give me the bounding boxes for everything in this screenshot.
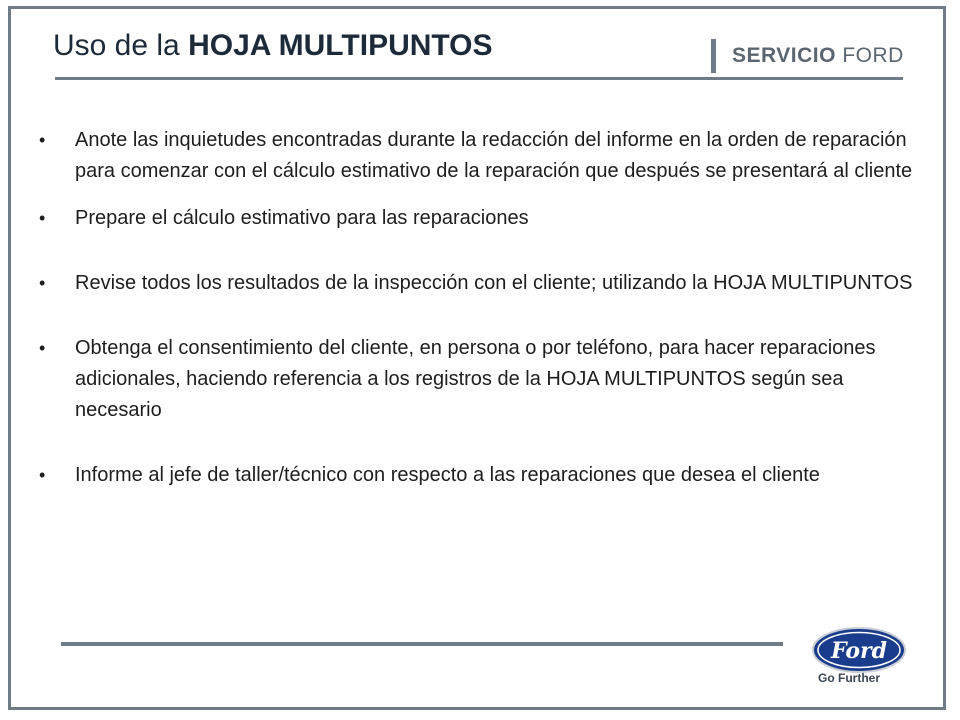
list-item	[35, 268, 915, 299]
bullet-text: Informe al jefe de taller/técnico con respecto a las reparaciones que desea el cliente	[75, 464, 820, 486]
logo-text: Ford	[830, 638, 888, 664]
title-prefix: Uso de la	[53, 29, 189, 62]
bullet-dot-icon: •	[39, 130, 46, 150]
title-divider	[55, 77, 903, 80]
slide	[8, 6, 946, 710]
bullet-text: Revise todos los resultados de la inspección con el cliente; utilizando la HOJA MULTIPUNTOS	[75, 272, 913, 294]
list-item	[35, 125, 915, 187]
ford-oval-logo-icon	[811, 625, 907, 697]
list-item	[35, 203, 915, 234]
brand-bold: SERVICIO	[732, 44, 836, 67]
bullet-dot-icon: •	[39, 273, 46, 293]
bullet-text: Prepare el cálculo estimativo para las reparaciones	[75, 207, 529, 229]
list-item	[35, 333, 915, 426]
bullet-dot-icon: •	[39, 465, 46, 485]
bullet-dot-icon: •	[39, 338, 46, 358]
bullet-text: Anote las inquietudes encontradas durante la redacción del informe en la orden de reparación para comenzar con el cálculo estimativo de la reparación que después se presentará al cliente	[75, 129, 913, 182]
bullet-dot-icon: •	[39, 208, 46, 228]
bullet-text: Obtenga el consentimiento del cliente, en persona o por teléfono, para hacer reparaciones adicionales, haciendo referencia a los registros de la HOJA MULTIPUNTOS según sea necesario	[75, 337, 876, 421]
brand-divider	[711, 39, 716, 73]
footer-divider	[61, 642, 783, 646]
bullet-list	[35, 125, 915, 491]
brand-text	[732, 44, 904, 68]
brand-light: FORD	[835, 44, 904, 67]
page-title	[53, 29, 493, 63]
servicio-ford-brand	[711, 39, 904, 73]
list-item	[35, 460, 915, 491]
title-bold: HOJA MULTIPUNTOS	[188, 29, 493, 62]
tagline: Go Further	[818, 671, 880, 685]
